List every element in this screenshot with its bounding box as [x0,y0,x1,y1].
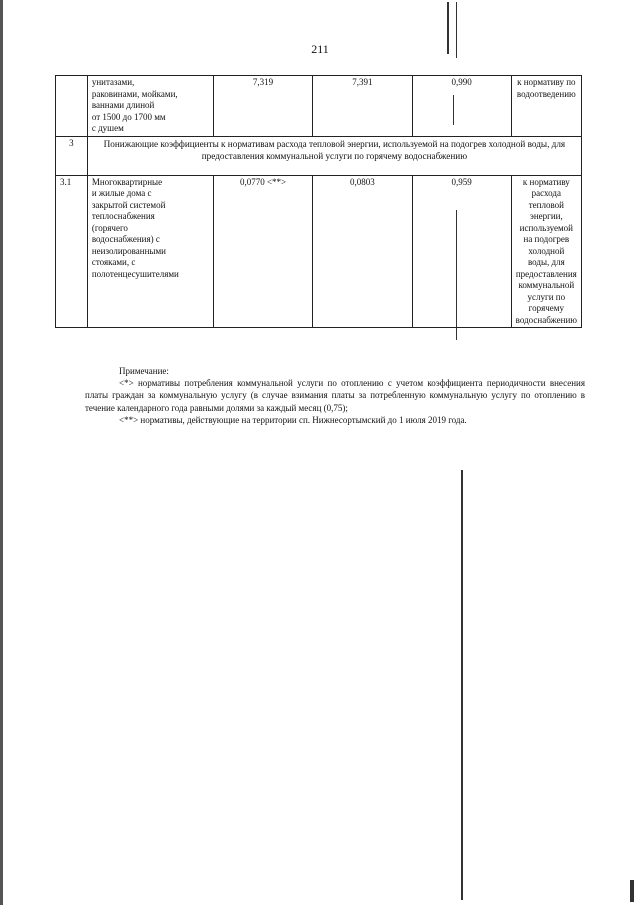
value-cell-2: 7,391 [313,76,412,137]
section-row [56,136,582,175]
value-cell-3: 0,990 [412,76,511,137]
section-number: 3 [56,136,88,175]
row-description: Многоквартирные и жилые дома с закрытой системой теплоснабжения (горячего водоснабжения) с неизолированными стояками, с полотенцесушителями [87,175,213,328]
notes-title: Примечание: [119,366,169,376]
scan-left-edge [0,0,3,905]
table-row [56,175,582,328]
note-item: <**> нормативы, действующие на территории сп. Нижнесортымский до 1 июля 2019 года. [119,414,467,425]
scan-artifact [461,470,463,900]
norms-table [55,75,582,328]
note-item: <*> нормативы потребления коммунальной услуги по отоплению с учетом коэффициента периодичности внесения платы граждан за коммунальную услугу (в случае взимания платы за потребленную коммунальную услугу по отоплению в течение календарного года равными долями за каждый месяц (0,75); [85,378,585,413]
row-number: 3.1 [56,175,88,328]
value-cell-1: 0,0770 <**> [213,175,312,328]
page-number: 211 [311,42,329,56]
row-note: к нормативу расхода тепловой энергии, используемой на подогрев холодной воды, для предоставления коммунальной услуги по горячему водоснабжению [511,175,581,328]
row-description: унитазами, раковинами, мойками, ваннами длиной от 1500 до 1700 мм с душем [87,76,213,137]
notes-block [85,365,585,426]
value-cell-3: 0,959 [412,175,511,328]
value-cell-1: 7,319 [213,76,312,137]
row-number [56,76,88,137]
section-title: Понижающие коэффициенты к нормативам расхода тепловой энергии, используемой на подогрев холодной воды, для предоставления коммунальной услуги по горячему водоснабжению [87,136,581,175]
scan-artifact [630,880,634,902]
row-note: к нормативу по водоотведению [511,76,581,137]
value-cell-2: 0,0803 [313,175,412,328]
table-row [56,76,582,137]
